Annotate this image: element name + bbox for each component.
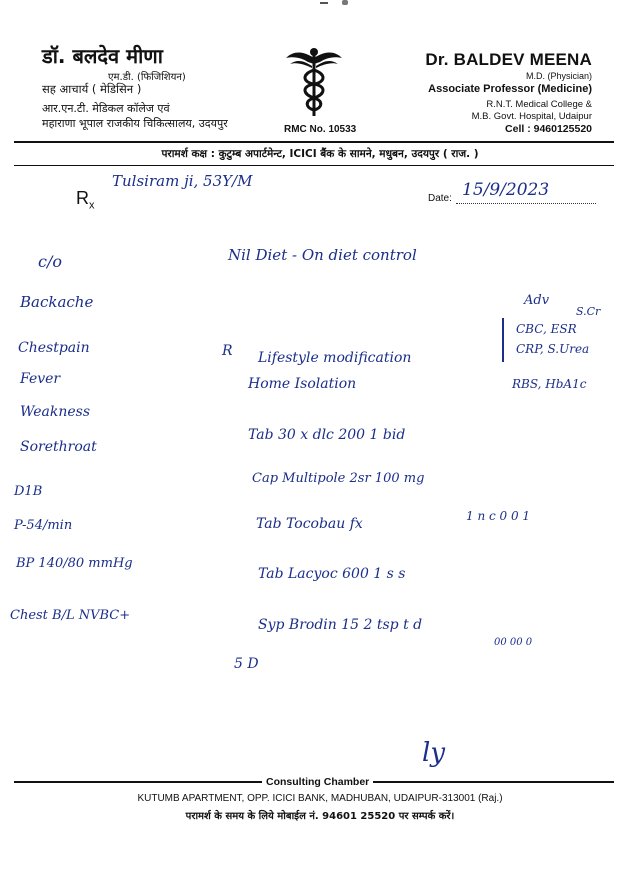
investigation-line: RBS, HbA1c: [512, 377, 587, 391]
rx-line: Tab 30 x dlc 200 1 bid: [248, 427, 406, 443]
hospital-english: M.B. Govt. Hospital, Udaipur: [471, 111, 592, 122]
rx-symbol-x: x: [89, 199, 95, 212]
rx-line: Nil Diet - On diet control: [228, 246, 417, 264]
caduceus-logo: [282, 44, 346, 118]
complaint-line: Backache: [20, 293, 94, 311]
footer-title: Consulting Chamber: [262, 776, 373, 788]
doctor-signature: ly: [422, 738, 446, 768]
college-english: R.N.T. Medical College &: [486, 99, 592, 110]
doctor-name-english: Dr. BALDEV MEENA: [425, 50, 592, 69]
rx-line: Tab Lacyoc 600 1 s s: [258, 566, 406, 582]
complaint-line: Chestpain: [18, 340, 90, 356]
designation-english: Associate Professor (Medicine): [428, 83, 592, 95]
date-label: Date:: [428, 193, 452, 204]
rx-line: 5 D: [234, 656, 259, 672]
patient-name: Tulsiram ji, 53Y/M: [112, 172, 253, 190]
doctor-name-hindi: डॉ. बलदेव मीणा: [42, 44, 163, 68]
rx-line: 1 n c 0 0 1: [466, 509, 531, 523]
degree-hindi: एम.डी. (फिजिशियन): [108, 72, 186, 83]
rx-line: Lifestyle modification: [258, 350, 412, 366]
investigation-line: Adv: [524, 293, 550, 308]
complaint-line: Chest B/L NVBC+: [10, 608, 131, 623]
rx-symbol-r: R: [76, 188, 89, 208]
chamber-address-hindi: परामर्श कक्ष : कुटुम्ब अपार्टमेन्ट, ICICI बैंक के सामने, मधुबन, उदयपुर ( राज. ): [161, 148, 479, 160]
rx-line: Cap Multipole 2sr 100 mg: [252, 471, 425, 486]
date-value: 15/9/2023: [462, 180, 550, 200]
footer-address: KUTUMB APARTMENT, OPP. ICICI BANK, MADHUBAN, UDAIPUR-313001 (Raj.): [137, 793, 503, 804]
footer-contact-hindi: परामर्श के समय के लिये मोबाईल नं. 94601 25520 पर सम्पर्क करें।: [185, 811, 455, 822]
college-hindi: आर.एन.टी. मेडिकल कॉलेज एवं: [42, 102, 170, 115]
investigation-line: S.Cr: [576, 305, 601, 318]
complaint-line: D1B: [14, 484, 43, 499]
investigation-line: CRP, S.Urea: [516, 342, 590, 356]
rx-symbol: [76, 188, 95, 212]
degree-english: M.D. (Physician): [525, 71, 592, 81]
complaint-line: Fever: [20, 371, 61, 387]
investigation-bracket: [502, 318, 504, 362]
complaint-line: c/o: [38, 252, 62, 271]
header-rule-bottom: [14, 165, 614, 166]
complaint-line: BP 140/80 mmHg: [16, 556, 133, 571]
hospital-hindi: महाराणा भूपाल राजकीय चिकित्सालय, उदयपुर: [42, 117, 228, 130]
rx-line: R: [222, 343, 233, 359]
rx-line: Syp Brodin 15 2 tsp t d: [258, 617, 423, 633]
complaint-line: Sorethroat: [20, 439, 97, 455]
cell-number: Cell : 9460125520: [505, 123, 592, 135]
header-rule-top: [14, 141, 614, 143]
investigation-line: CBC, ESR: [516, 322, 577, 336]
designation-hindi: सह आचार्य ( मेडिसिन ): [42, 82, 142, 96]
rx-line: 00 00 0: [494, 637, 533, 648]
scan-mark: [318, 0, 358, 6]
date-dotted-line: [456, 203, 596, 204]
complaint-line: P-54/min: [14, 518, 73, 533]
rx-line: Home Isolation: [248, 376, 357, 392]
rmc-number: RMC No. 10533: [284, 124, 357, 135]
rx-line: Tab Tocobau fx: [256, 516, 363, 532]
complaint-line: Weakness: [20, 404, 91, 420]
